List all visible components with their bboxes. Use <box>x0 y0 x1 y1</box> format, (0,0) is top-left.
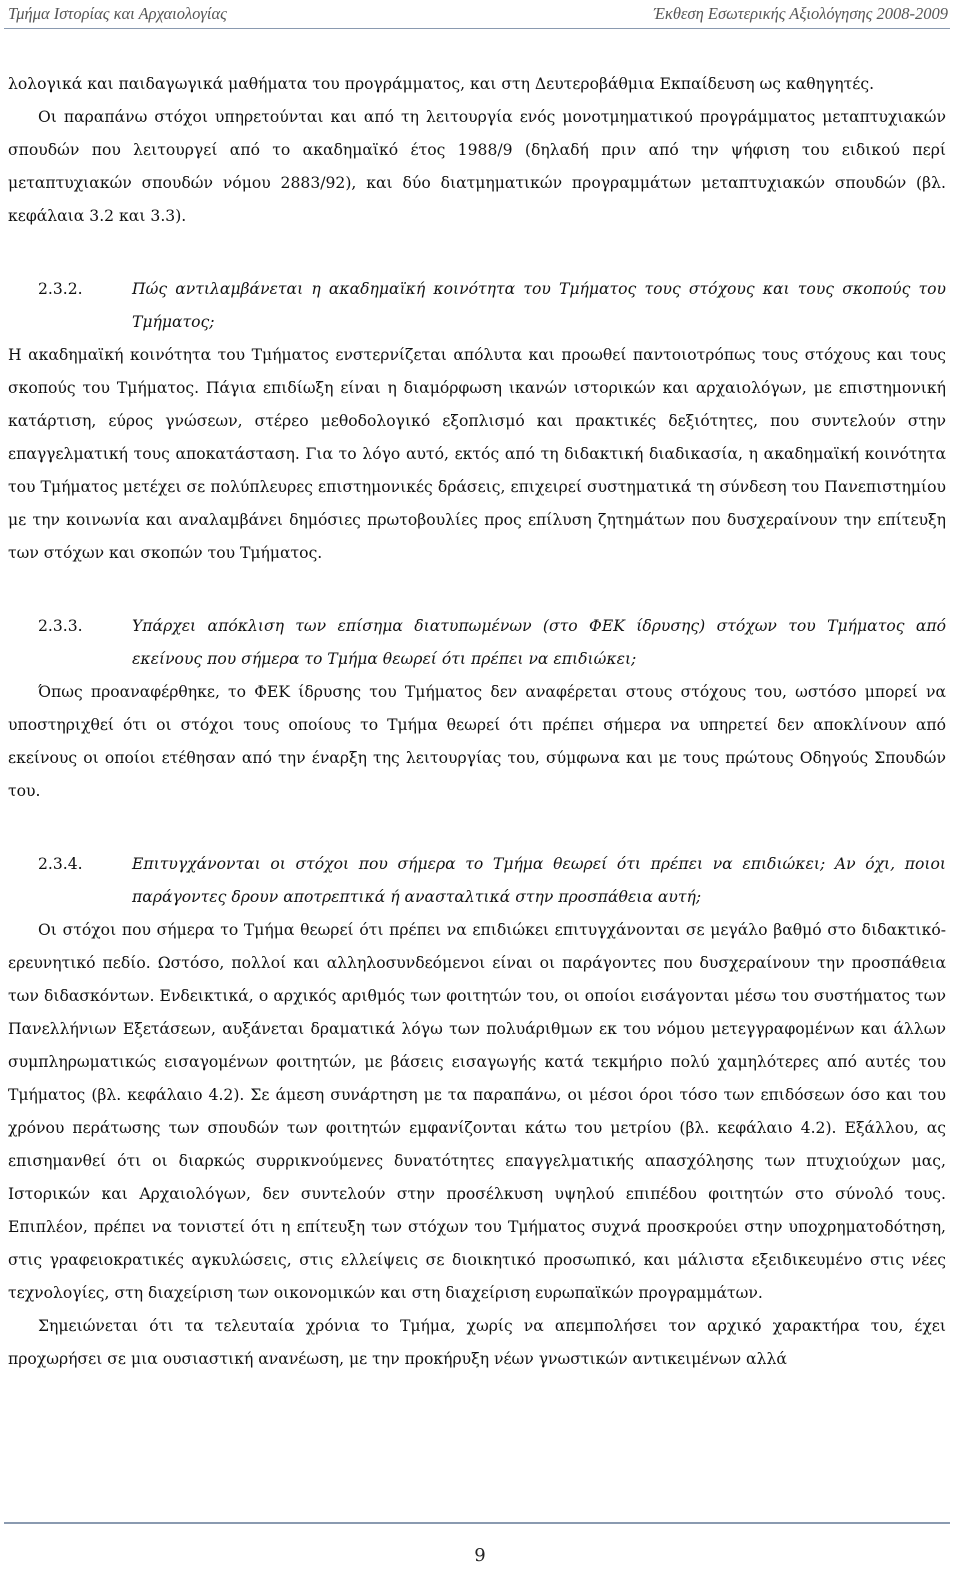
section-number: 2.3.2. <box>38 280 83 298</box>
page-number: 9 <box>474 1545 486 1566</box>
page-header <box>8 2 948 30</box>
header-report-title: Έκθεση Εσωτερικής Αξιολόγησης 2008-2009 <box>653 4 948 23</box>
section-heading-2-3-4 <box>8 848 946 914</box>
section-number: 2.3.3. <box>38 617 83 635</box>
header-department: Τμήμα Ιστορίας και Αρχαιολογίας <box>8 4 227 23</box>
document-body <box>8 68 946 1376</box>
section-number: 2.3.4. <box>38 855 83 873</box>
paragraph: Σημειώνεται ότι τα τελευταία χρόνια το Τμήμα, χωρίς να απεμπολήσει τον αρχικό χαρακτήρα του, έχει προχωρήσει σε μια ουσιαστική ανανέωση, με την προκήρυξη νέων γνωστικών αντικειμένων αλλά <box>8 1317 946 1368</box>
paragraph: Η ακαδημαϊκή κοινότητα του Τμήματος ενστερνίζεται απόλυτα και προωθεί παντοιοτρόπως τους στόχους και τους σκοπούς του Τμήματος. Πάγια επιδίωξη είναι η διαμόρφωση ικανών ιστορικών και αρχαιολόγων, με επιστημονική κατάρτιση, εύρος γνώσεων, στέρεο μεθοδολογικό εξοπλισμό και πρακτικές δεξιότητες, που συντελούν στην επαγγελματική τους αποκατάσταση. Για το λόγο αυτό, εκτός από τη διδακτική διαδικασία, η ακαδημαϊκή κοινότητα του Τμήματος μετέχει σε πολύπλευρες επιστημονικές δράσεις, επιχειρεί συστηματικά τη σύνδεση του Πανεπιστημίου με την κοινωνία και αναλαμβάνει δημόσιες πρωτοβουλίες προς επίλυση ζητημάτων που δυσχεραίνουν την επίτευξη των στόχων και σκοπών του Τμήματος. <box>8 346 946 562</box>
paragraph: Όπως προαναφέρθηκε, το ΦΕΚ ίδρυσης του Τμήματος δεν αναφέρεται στους στόχους του, ωστόσο μπορεί να υποστηριχθεί ότι οι στόχοι τους οποίους το Τμήμα θεωρεί ότι πρέπει σήμερα να υπηρετεί δεν αποκλίνουν από εκείνους οι οποίοι ετέθησαν από την έναρξη της λειτουργίας του, σύμφωνα και με τους πρώτους Οδηγούς Σπουδών του. <box>8 683 946 800</box>
paragraph: λολογικά και παιδαγωγικά μαθήματα του προγράμματος, και στη Δευτεροβάθμια Εκπαίδευση ως καθηγητές. <box>8 75 875 93</box>
footer-divider <box>4 1522 950 1524</box>
section-question: Υπάρχει απόκλιση των επίσημα διατυπωμένων (στο ΦΕΚ ίδρυσης) στόχων του Τμήματος από εκείνους που σήμερα το Τμήμα θεωρεί ότι πρέπει να επιδιώκει; <box>132 617 946 668</box>
section-question: Επιτυγχάνονται οι στόχοι που σήμερα το Τμήμα θεωρεί ότι πρέπει να επιδιώκει; Αν όχι, ποιοι παράγοντες δρουν αποτρεπτικά ή ανασταλτικά στην προσπάθεια αυτή; <box>132 855 946 906</box>
section-question: Πώς αντιλαμβάνεται η ακαδημαϊκή κοινότητα του Τμήματος τους στόχους και τους σκοπούς του Τμήματος; <box>132 280 946 331</box>
section-heading-2-3-2 <box>8 273 946 339</box>
section-heading-2-3-3 <box>8 610 946 676</box>
paragraph: Οι στόχοι που σήμερα το Τμήμα θεωρεί ότι πρέπει να επιδιώκει επιτυγχάνονται σε μεγάλο βαθμό στο διδακτικό-ερευνητικό πεδίο. Ωστόσο, πολλοί και αλληλοσυνδεόμενοι είναι οι παράγοντες που δυσχεραίνουν την προσπάθεια των διδασκόντων. Ενδεικτικά, ο αρχικός αριθμός των φοιτητών του, οι οποίοι εισάγονται μέσω του συστήματος των Πανελλήνιων Εξετάσεων, αυξάνεται δραματικά λόγω των πολυάριθμων εκ του νόμου μετεγγραφομένων και άλλων συμπληρωματικώς εισαγομένων φοιτητών, με βάσεις εισαγωγής κατά τεκμήριο πολύ χαμηλότερες από αυτές του Τμήματος (βλ. κεφάλαιο 4.2). Σε άμεση συνάρτηση με τα παραπάνω, οι μέσοι όροι τόσο των επιδόσεων όσο και του χρόνου περάτωσης των σπουδών των φοιτητών εμφανίζονται κάτω του μετρίου (βλ. κεφάλαιο 4.2). Εξάλλου, ας επισημανθεί ότι οι διαρκώς συρρικνούμενες δυνατότητες επαγγελματικής απασχόλησης των πτυχιούχων μας, Ιστορικών και Αρχαιολόγων, δεν συντελούν στην προσέλκυση υψηλού επιπέδου φοιτητών στο σύνολό τους. Επιπλέον, πρέπει να τονιστεί ότι η επίτευξη των στόχων του Τμήματος συχνά προσκρούει στην υποχρηματοδότηση, στις γραφειοκρατικές αγκυλώσεις, στις ελλείψεις σε διοικητικό προσωπικό, και μάλιστα εξειδικευμένο στις νέες τεχνολογίες, στη διαχείριση των οικονομικών και στη διαχείριση ευρωπαϊκών προγραμμάτων. <box>8 921 946 1302</box>
header-divider <box>4 28 950 29</box>
paragraph: Οι παραπάνω στόχοι υπηρετούνται και από τη λειτουργία ενός μονοτμηματικού προγράμματος μεταπτυχιακών σπουδών που λειτουργεί από το ακαδημαϊκό έτος 1988/9 (δηλαδή πριν από την ψήφιση του ειδικού περί μεταπτυχιακών σπουδών νόμου 2883/92), και δύο διατμηματικών προγραμμάτων μεταπτυχιακών σπουδών (βλ. κεφάλαια 3.2 και 3.3). <box>8 108 946 225</box>
